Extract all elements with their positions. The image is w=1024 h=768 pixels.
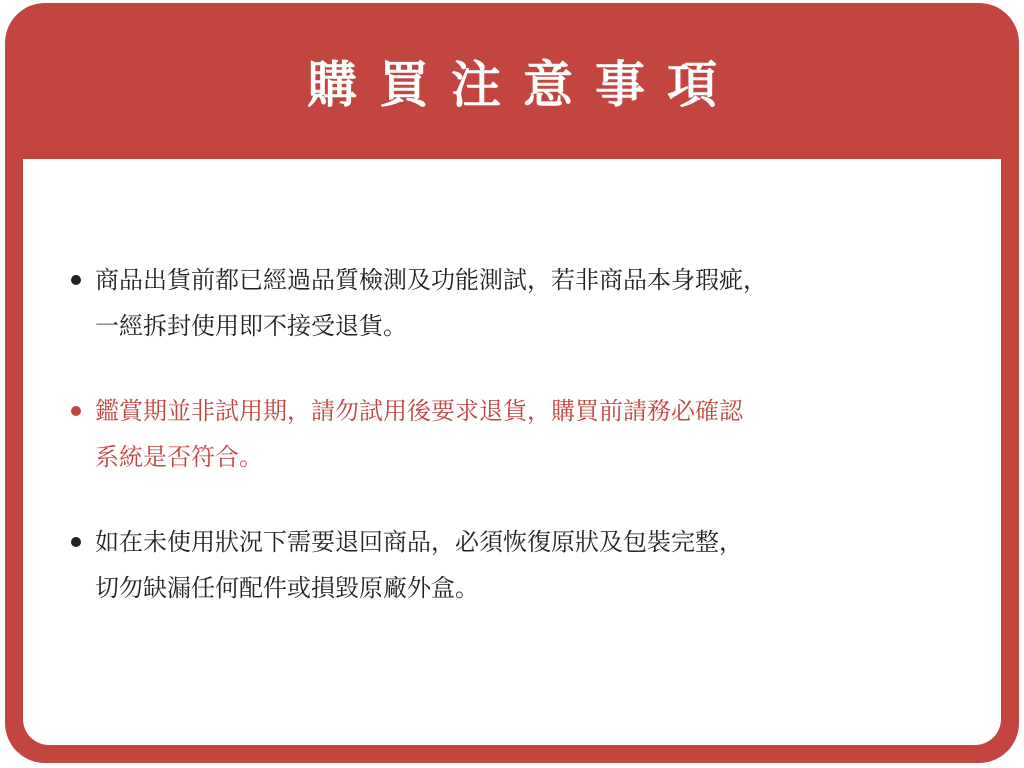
notice-line: 一經拆封使用即不接受退貨。 xyxy=(95,312,407,340)
notice-line: 如在未使用狀況下需要退回商品，必須恢復原狀及包裝完整， xyxy=(95,528,743,556)
notice-line: 商品出貨前都已經過品質檢測及功能測試，若非商品本身瑕疵， xyxy=(95,266,767,294)
bullet-icon xyxy=(71,275,81,285)
bullet-icon xyxy=(71,537,81,547)
notice-item-return-condition xyxy=(71,519,1001,611)
page-title: 購買注意事項 xyxy=(307,56,739,114)
notice-header xyxy=(23,3,1001,159)
notice-line: 切勿缺漏任何配件或損毀原廠外盒。 xyxy=(95,574,479,602)
notice-card xyxy=(5,3,1019,763)
notice-item-inspection xyxy=(71,257,1001,349)
bullet-icon xyxy=(71,406,81,416)
notice-item-appreciation-period xyxy=(71,388,1001,480)
notice-line: 系統是否符合。 xyxy=(95,443,263,471)
notice-line: 鑑賞期並非試用期，請勿試用後要求退貨，購買前請務必確認 xyxy=(95,397,743,425)
notice-body xyxy=(23,159,1001,745)
